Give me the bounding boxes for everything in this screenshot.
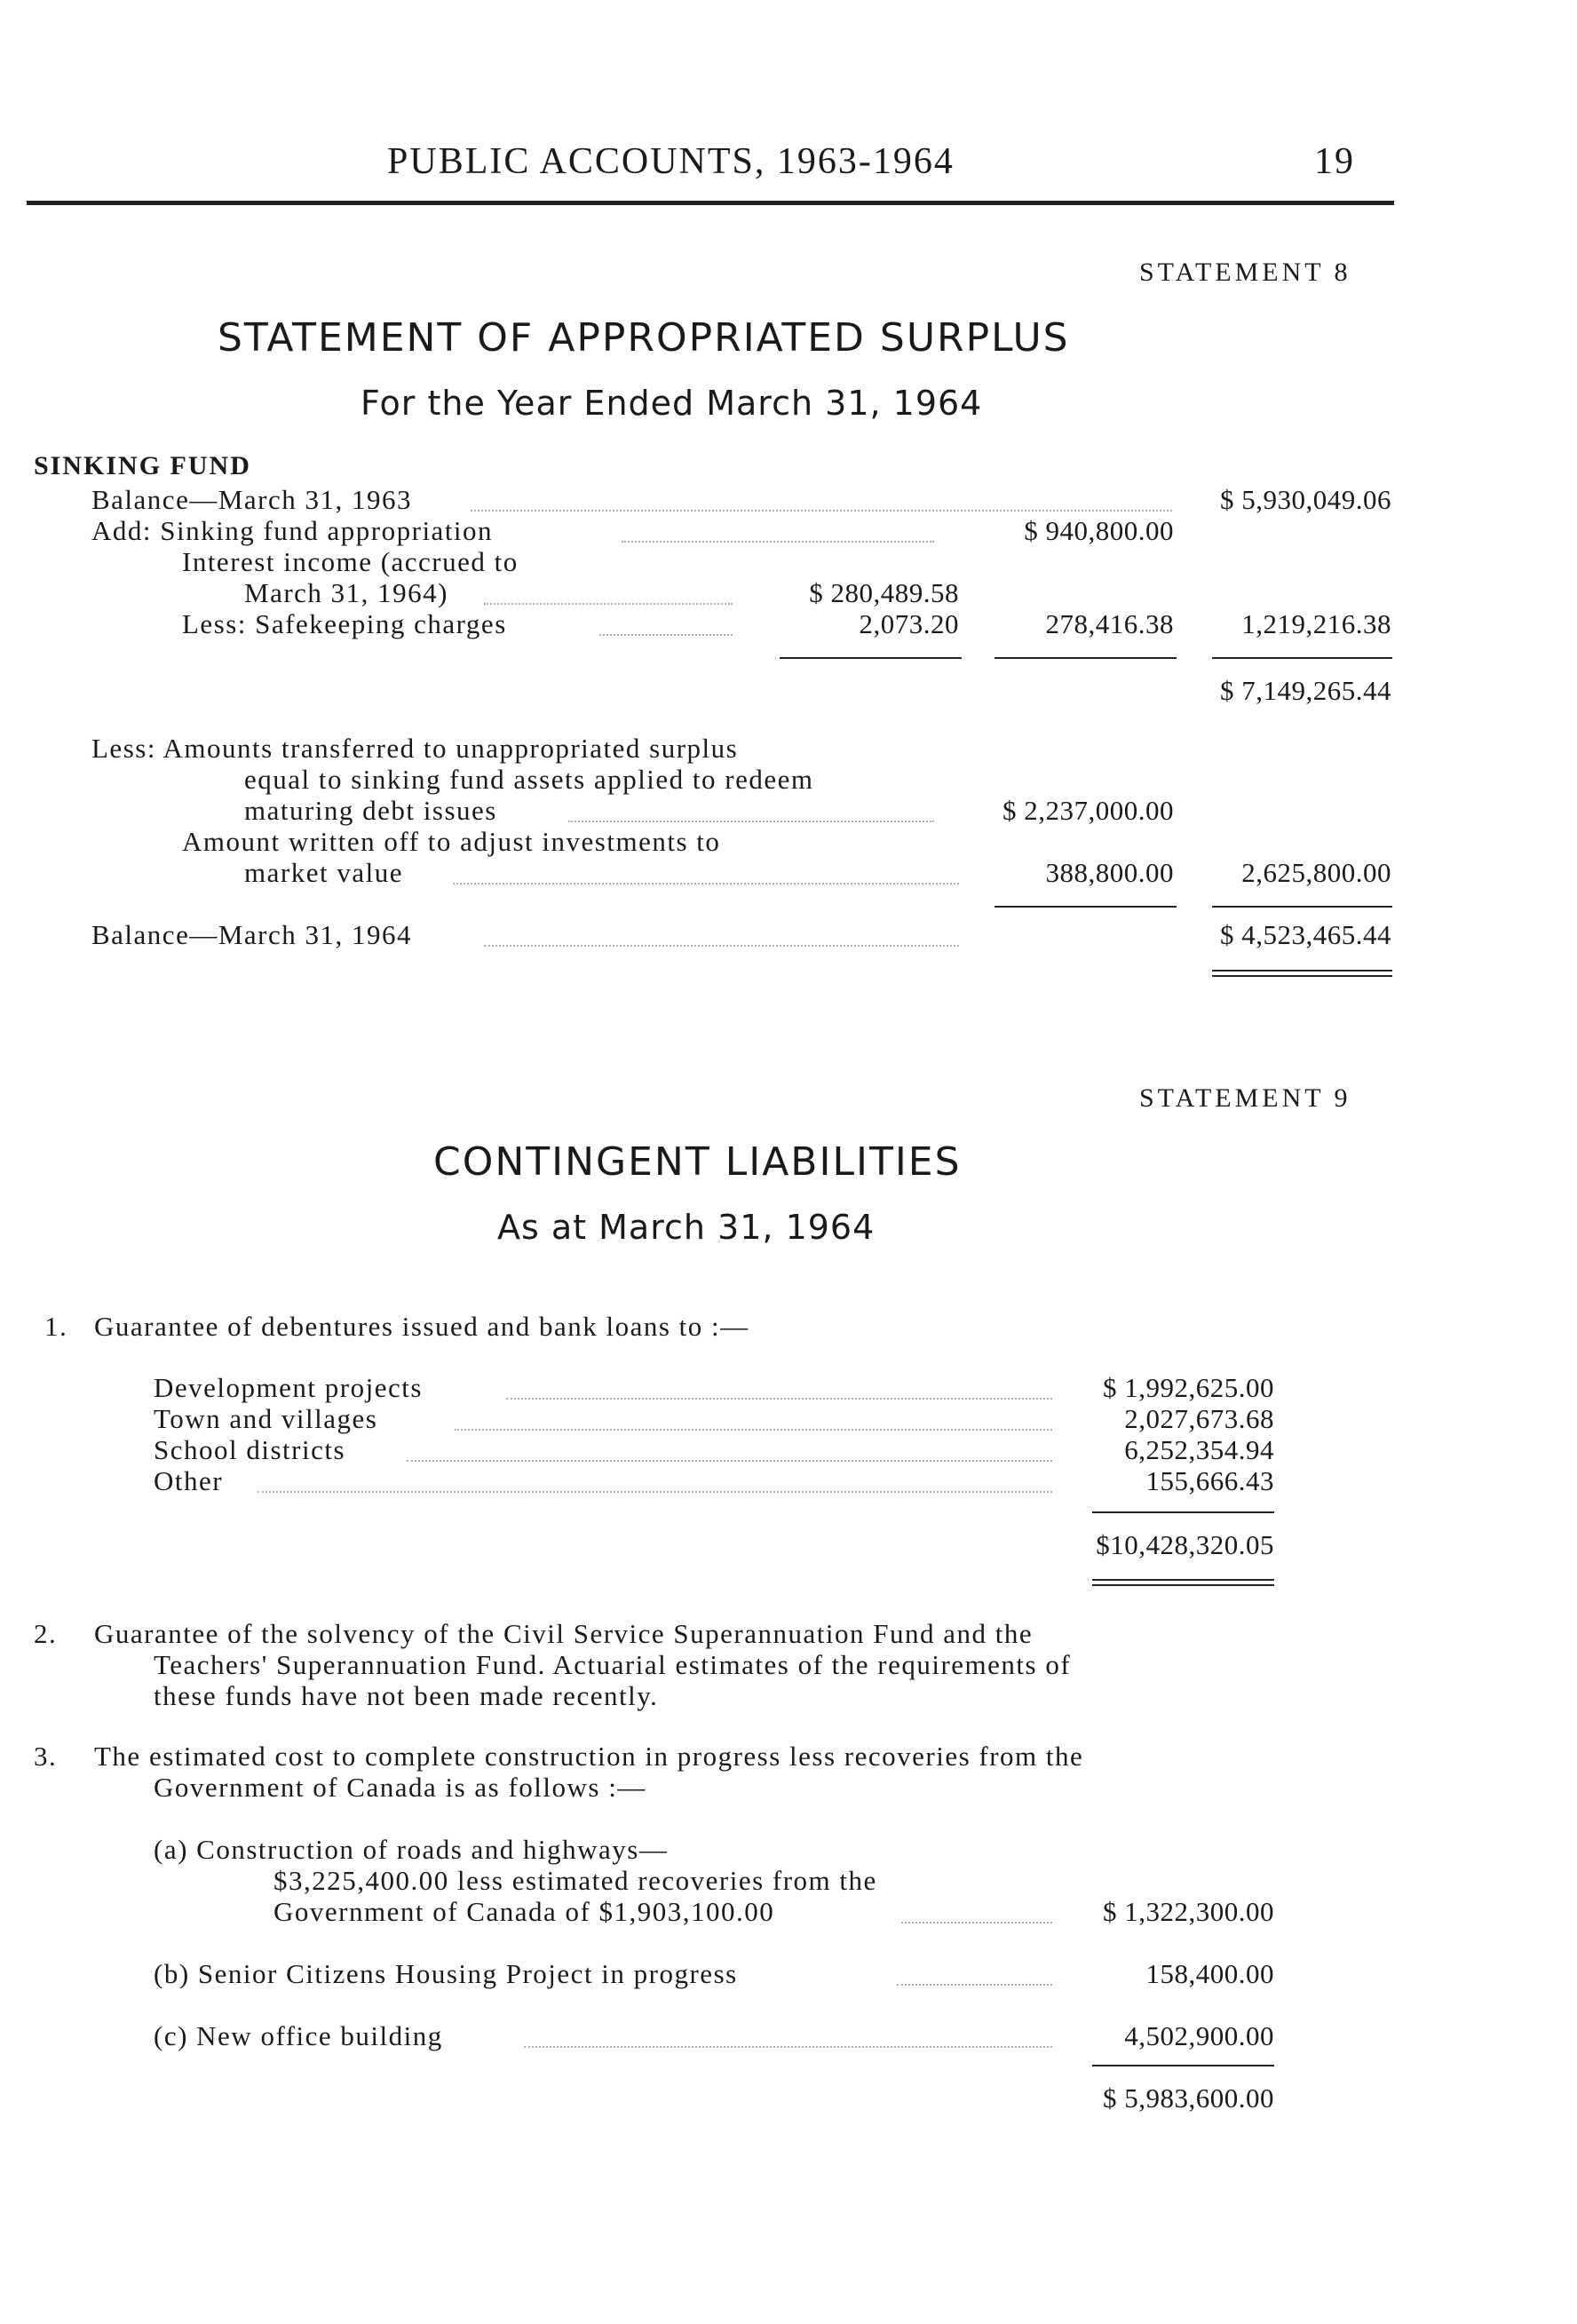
leader-dots (622, 541, 934, 543)
statement-9-title: CONTINGENT LIABILITIES (433, 1139, 962, 1185)
written-off-label-line1: Amount written off to adjust investments to (182, 826, 721, 857)
item-2-line2: Teachers' Superannuation Fund. Actuarial estimates of the requirements of (154, 1649, 1072, 1680)
section-heading-sinking-fund: SINKING FUND (34, 451, 251, 480)
item-3-number: 3. (34, 1741, 58, 1772)
item-3-line1: The estimated cost to complete construction in progress less recoveries from the (94, 1741, 1084, 1772)
list-item-label: Other (154, 1465, 224, 1496)
item-3b-value: 158,400.00 (1145, 1958, 1274, 1989)
balance-close-value: $ 4,523,465.44 (1220, 919, 1391, 950)
page-number: 19 (1314, 141, 1355, 182)
less-transfer-label-line3: maturing debt issues (244, 795, 497, 826)
list-item-value: 2,027,673.68 (1124, 1403, 1274, 1434)
item-3c-value: 4,502,900.00 (1124, 2020, 1274, 2051)
less-total-value: 2,625,800.00 (1241, 857, 1391, 888)
written-off-value: 388,800.00 (1045, 857, 1174, 888)
double-underline (1092, 1579, 1274, 1581)
list-item-label: School districts (154, 1434, 346, 1465)
list-item-label: Town and villages (154, 1403, 378, 1434)
list-item-value: 155,666.43 (1145, 1465, 1274, 1496)
item-1-text: Guarantee of debentures issued and bank loans to :— (94, 1311, 749, 1342)
statement-9-subtitle: As at March 31, 1964 (497, 1208, 876, 1247)
header-rule (27, 201, 1394, 205)
leader-dots (471, 510, 1172, 512)
interest-label-line1: Interest income (accrued to (182, 546, 519, 577)
statement-8-title: STATEMENT OF APPROPRIATED SURPLUS (218, 315, 1070, 361)
leader-dots (407, 1460, 1052, 1462)
item-3c-label: (c) New office building (154, 2020, 443, 2051)
list-item-value: $ 1,992,625.00 (1103, 1372, 1274, 1403)
underline (780, 657, 962, 659)
add-total-value: 1,219,216.38 (1241, 608, 1391, 639)
add-appropriation-value: $ 940,800.00 (1024, 515, 1174, 546)
item-3a-line3: Government of Canada of $1,903,100.00 (273, 1896, 775, 1927)
item-3-line2: Government of Canada is as follows :— (154, 1772, 646, 1803)
leader-dots (524, 2046, 1052, 2048)
balance-open-label: Balance—March 31, 1963 (91, 484, 412, 515)
item-3a-line1: (a) Construction of roads and highways— (154, 1834, 669, 1865)
item-2-number: 2. (34, 1618, 58, 1649)
leader-dots (455, 1429, 1052, 1431)
double-underline (1212, 970, 1392, 972)
item-3b-label: (b) Senior Citizens Housing Project in progress (154, 1958, 738, 1989)
underline (995, 906, 1177, 908)
item-2-line3: these funds have not been made recently. (154, 1680, 659, 1711)
less-transfer-label-line1: Less: Amounts transferred to unappropriated surplus (91, 733, 739, 764)
interest-value: $ 280,489.58 (809, 577, 959, 608)
list-item-label: Development projects (154, 1372, 423, 1403)
underline (1212, 906, 1392, 908)
statement-9-label: STATEMENT 9 (1139, 1083, 1351, 1113)
add-appropriation-label: Add: Sinking fund appropriation (91, 515, 494, 546)
leader-dots (568, 821, 934, 822)
leader-dots (599, 634, 733, 636)
running-header: PUBLIC ACCOUNTS, 1963-1964 (387, 141, 955, 182)
list-item-value: 6,252,354.94 (1124, 1434, 1274, 1465)
interest-net-value: 278,416.38 (1045, 608, 1174, 639)
safekeeping-label: Less: Safekeeping charges (182, 608, 507, 639)
leader-dots (484, 603, 733, 605)
less-transfer-label-line2: equal to sinking fund assets applied to redeem (244, 764, 814, 795)
double-underline (1092, 1584, 1274, 1586)
item-2-line1: Guarantee of the solvency of the Civil Service Superannuation Fund and the (94, 1618, 1034, 1649)
underline (995, 657, 1177, 659)
underline (1092, 2065, 1274, 2066)
item-1-number: 1. (44, 1311, 68, 1342)
item-3-total: $ 5,983,600.00 (1103, 2082, 1274, 2114)
item-3a-line2: $3,225,400.00 less estimated recoveries from the (273, 1865, 877, 1896)
balance-close-label: Balance—March 31, 1964 (91, 919, 412, 950)
item-1-total: $10,428,320.05 (1096, 1529, 1274, 1560)
statement-8-subtitle: For the Year Ended March 31, 1964 (361, 384, 983, 423)
double-underline (1212, 975, 1392, 977)
safekeeping-value: 2,073.20 (859, 608, 959, 639)
item-3a-value: $ 1,322,300.00 (1103, 1896, 1274, 1927)
leader-dots (901, 1922, 1052, 1923)
statement-8-label: STATEMENT 8 (1139, 258, 1351, 287)
written-off-label-line2: market value (244, 857, 403, 888)
balance-open-value: $ 5,930,049.06 (1220, 484, 1391, 515)
leader-dots (897, 1984, 1052, 1986)
leader-dots (506, 1398, 1052, 1400)
leader-dots (453, 883, 959, 884)
underline (1212, 657, 1392, 659)
less-transfer-value: $ 2,237,000.00 (1002, 795, 1174, 826)
underline (1092, 1511, 1274, 1513)
leader-dots (484, 945, 959, 947)
leader-dots (258, 1491, 1052, 1493)
interest-label-line2: March 31, 1964) (244, 577, 448, 608)
subtotal-value: $ 7,149,265.44 (1220, 675, 1391, 706)
